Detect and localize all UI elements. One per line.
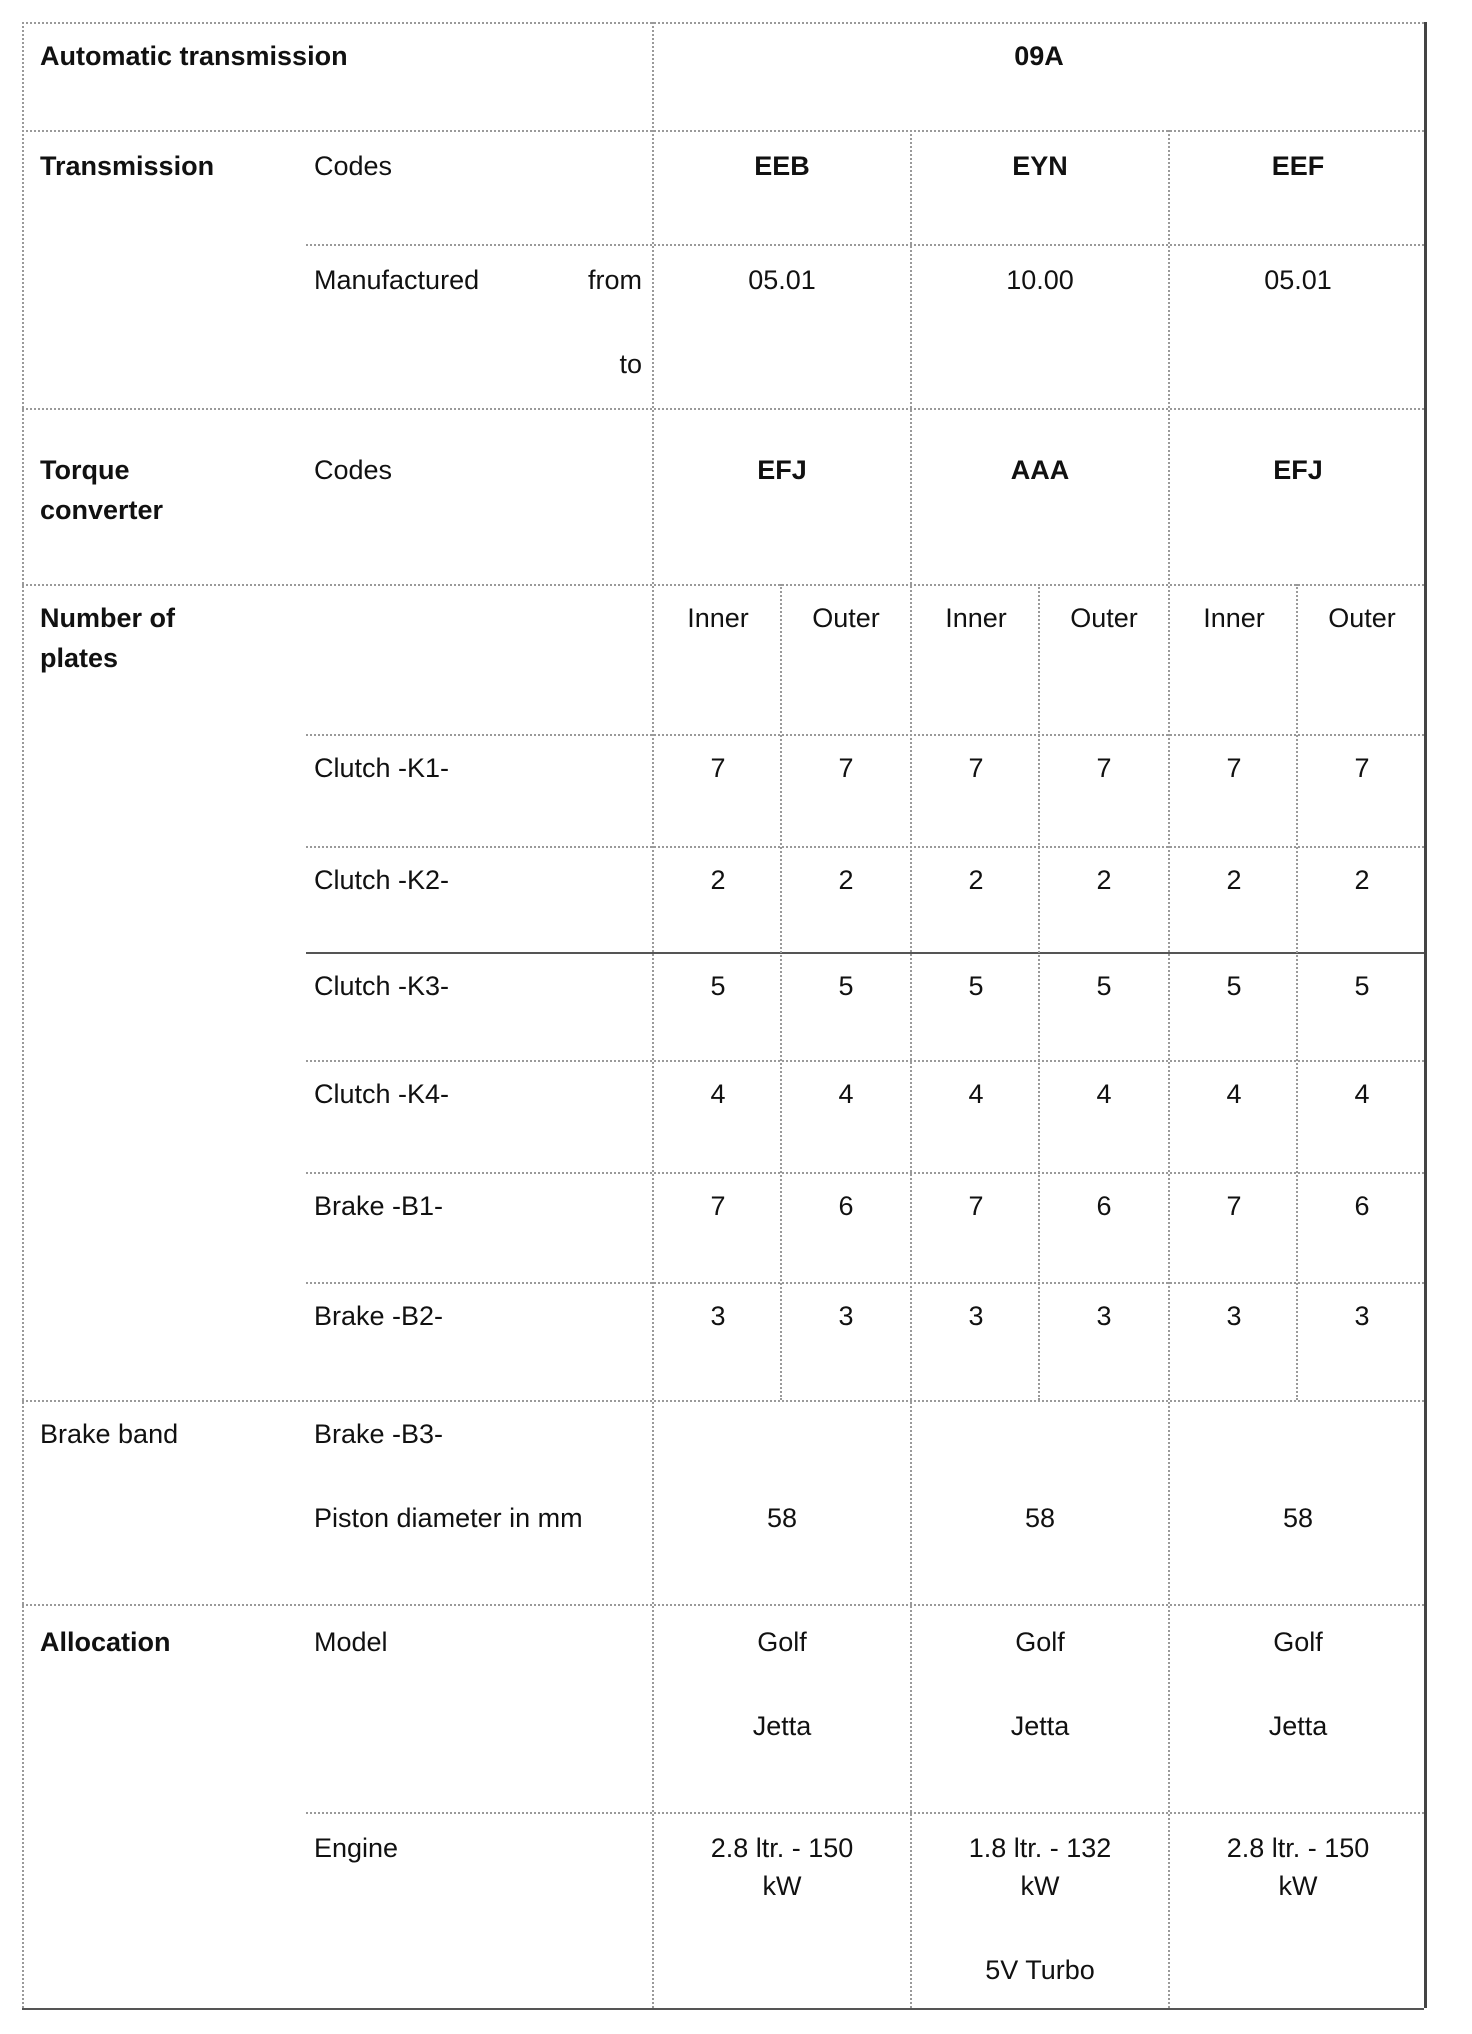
plate-count: 5: [1096, 971, 1112, 1001]
engine-value: 5V Turbo: [985, 1955, 1095, 1985]
plates-header: Inner: [945, 603, 1007, 633]
plate-count: 4: [710, 1079, 726, 1109]
engine-value: 2.8 ltr. - 150: [1226, 1833, 1370, 1863]
transmission-code: EEF: [1271, 151, 1325, 181]
plate-count: 2: [838, 865, 854, 895]
plates-header: Outer: [812, 603, 880, 633]
model-value: Golf: [757, 1627, 807, 1657]
plate-row-label: Clutch -K3-: [314, 971, 450, 1001]
plate-count: 5: [838, 971, 854, 1001]
grid-line: [306, 1172, 1424, 1174]
manufactured-from-label: from: [588, 265, 642, 295]
grid-line: [22, 1604, 1424, 1606]
engine-value: kW: [762, 1871, 802, 1901]
plate-count: 4: [968, 1079, 984, 1109]
manufactured-from-value: 10.00: [1006, 265, 1074, 295]
transmission-code: EYN: [1012, 151, 1068, 181]
plate-count: 2: [1226, 865, 1242, 895]
section-transmission: Transmission: [40, 151, 215, 181]
plates-header: Outer: [1070, 603, 1138, 633]
engine-value: kW: [1020, 1871, 1060, 1901]
engine-value: kW: [1278, 1871, 1318, 1901]
section-plates: Number of plates: [40, 603, 175, 673]
transmission-codes-label: Codes: [314, 151, 393, 181]
plate-row-label: Brake -B2-: [314, 1301, 444, 1331]
torque-converter-code: EFJ: [1273, 455, 1323, 485]
plate-count: 6: [838, 1191, 854, 1221]
grid-line: [306, 1812, 1424, 1814]
plate-count: 2: [710, 865, 726, 895]
plate-row-label: Clutch -K1-: [314, 753, 450, 783]
model-value: Golf: [1015, 1627, 1065, 1657]
plate-count: 2: [1096, 865, 1112, 895]
transmission-type: 09A: [1014, 41, 1064, 71]
plate-count: 7: [710, 753, 726, 783]
piston-diameter-value: 58: [1024, 1503, 1056, 1533]
plate-count: 3: [1354, 1301, 1370, 1331]
plate-count: 3: [968, 1301, 984, 1331]
plate-count: 7: [1226, 753, 1242, 783]
plate-row-label: Brake -B1-: [314, 1191, 444, 1221]
brake-b3-label: Brake -B3-: [314, 1419, 444, 1449]
plate-count: 7: [1096, 753, 1112, 783]
grid-line: [22, 2008, 1424, 2010]
model-value: Golf: [1273, 1627, 1323, 1657]
model-label: Model: [314, 1627, 388, 1657]
section-brake-band: Brake band: [40, 1419, 179, 1449]
grid-line: [306, 1282, 1424, 1284]
section-allocation: Allocation: [40, 1627, 171, 1657]
manufactured-label: Manufactured: [314, 265, 480, 295]
plate-count: 7: [710, 1191, 726, 1221]
piston-diameter-value: 58: [766, 1503, 798, 1533]
manufactured-from-value: 05.01: [748, 265, 816, 295]
plate-count: 3: [1096, 1301, 1112, 1331]
plate-count: 6: [1096, 1191, 1112, 1221]
plate-count: 4: [1354, 1079, 1370, 1109]
plate-count: 2: [1354, 865, 1370, 895]
piston-diameter-label: Piston diameter in mm: [314, 1503, 583, 1533]
plate-count: 3: [838, 1301, 854, 1331]
grid-line: [22, 584, 1424, 586]
plate-count: 7: [838, 753, 854, 783]
plate-count: 7: [1226, 1191, 1242, 1221]
grid-line: [22, 130, 1424, 132]
plate-count: 6: [1354, 1191, 1370, 1221]
table-title: Automatic transmission: [40, 41, 348, 71]
grid-line: [306, 734, 1424, 736]
torque-converter-codes-label: Codes: [314, 455, 393, 485]
model-value: Jetta: [752, 1711, 812, 1741]
section-torque-converter: Torque converter: [40, 455, 164, 525]
piston-diameter-value: 58: [1282, 1503, 1314, 1533]
plates-header: Inner: [1203, 603, 1265, 633]
grid-line: [22, 1400, 1424, 1402]
grid-line: [22, 22, 24, 2008]
plate-count: 5: [1226, 971, 1242, 1001]
plate-count: 3: [710, 1301, 726, 1331]
plate-count: 7: [968, 753, 984, 783]
plate-row-label: Clutch -K4-: [314, 1079, 450, 1109]
plates-header: Outer: [1328, 603, 1396, 633]
plate-count: 3: [1226, 1301, 1242, 1331]
model-value: Jetta: [1010, 1711, 1070, 1741]
plate-count: 4: [1096, 1079, 1112, 1109]
engine-label: Engine: [314, 1833, 399, 1863]
transmission-code: EEB: [754, 151, 810, 181]
grid-line: [22, 408, 1424, 410]
plate-count: 5: [968, 971, 984, 1001]
plate-row-label: Clutch -K2-: [314, 865, 450, 895]
grid-line: [306, 244, 1424, 246]
torque-converter-code: EFJ: [757, 455, 807, 485]
plate-count: 5: [710, 971, 726, 1001]
torque-converter-code: AAA: [1010, 455, 1070, 485]
grid-line: [306, 952, 1424, 954]
plate-count: 4: [1226, 1079, 1242, 1109]
grid-line: [306, 846, 1424, 848]
engine-value: 2.8 ltr. - 150: [710, 1833, 854, 1863]
plate-count: 7: [968, 1191, 984, 1221]
grid-line: [22, 22, 1424, 24]
plate-count: 7: [1354, 753, 1370, 783]
transmission-spec-table: [22, 22, 1424, 2008]
manufactured-from-value: 05.01: [1264, 265, 1332, 295]
plate-count: 2: [968, 865, 984, 895]
engine-value: 1.8 ltr. - 132: [968, 1833, 1112, 1863]
plate-count: 4: [838, 1079, 854, 1109]
plates-header: Inner: [687, 603, 749, 633]
manufactured-to-label: to: [619, 349, 642, 379]
model-value: Jetta: [1268, 1711, 1328, 1741]
plate-count: 5: [1354, 971, 1370, 1001]
grid-line: [306, 1060, 1424, 1062]
